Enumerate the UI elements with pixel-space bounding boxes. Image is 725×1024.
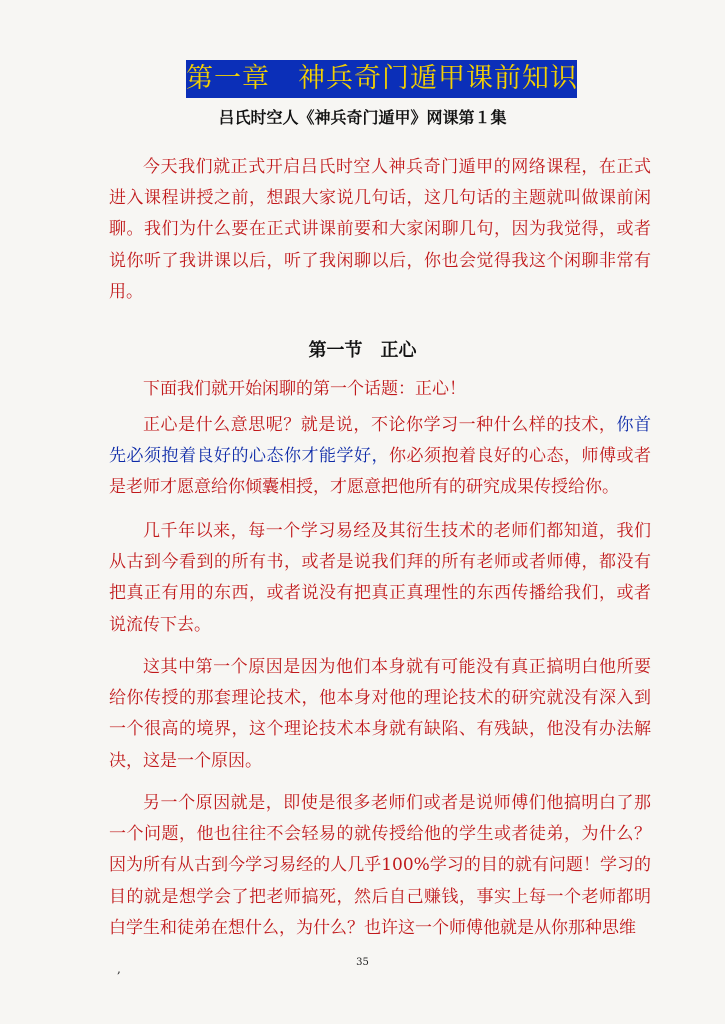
paragraph-intro: 今天我们就正式开启吕氏时空人神兵奇门遁甲的网络课程，在正式进入课程讲授之前，想跟大家说几句话，这几句话的主题就叫做课前闲聊。我们为什么要在正式讲课前要和大家闲聊几句，因为我觉得，或者说你听了我讲课以后，听了我闲聊以后，你也会觉得我这个闲聊非常有用。 [109, 157, 651, 302]
definition-text-red: 正心是什么意思呢？就是说，不论你学习一种什么样的技术， [143, 415, 617, 435]
course-subtitle: 吕氏时空人《神兵奇门遁甲》网课第１集 [218, 108, 507, 127]
chapter-title: 第一章 神兵奇门遁甲课前知识 [186, 60, 577, 98]
definition-text-red-continued: 你必须抱着良好的心态，师傅或者是老师才愿意给你倾囊相授，才愿意把他所有的研究成果传授给你。 [109, 446, 651, 498]
footer-mark: , [117, 962, 121, 976]
paragraph-history: 几千年以来，每一个学习易经及其衍生技术的老师们都知道，我们从古到今看到的所有书，或者是说我们拜的所有老师或者师傅，都没有把真正有用的东西，或者说没有把真正真理性的东西传播给我们，或者说流传下去。 [109, 521, 651, 635]
page-number: 35 [356, 957, 369, 968]
paragraph-reason-two: 另一个原因就是，即使是很多老师们或者是说师傅们他搞明白了那一个问题，他也往往不会轻易的就传授给他的学生或者徒弟，为什么？因为所有从古到今学习易经的人几乎100%学习的目的就有问题！学习的目的就是想学会了把老师搞死，然后自己赚钱，事实上每一个老师都明白学生和徒弟在想什么，为什么？也许这一个师傅他就是从你那种思维 [109, 793, 651, 938]
paragraph-definition [109, 410, 651, 504]
section-title: 第一节 正心 [308, 340, 417, 361]
definition-text-blue: 你首先必须抱着良好的心态你才能学好， [109, 415, 652, 467]
paragraph-reason-one: 这其中第一个原因是因为他们本身就有可能没有真正搞明白他所要给你传授的那套理论技术，他本身对他的理论技术的研究就没有深入到一个很高的境界，这个理论技术本身就有缺陷、有残缺，他没有办法解决，这是一个原因。 [109, 657, 651, 771]
paragraph-topic: 下面我们就开始闲聊的第一个话题：正心！ [143, 379, 466, 399]
